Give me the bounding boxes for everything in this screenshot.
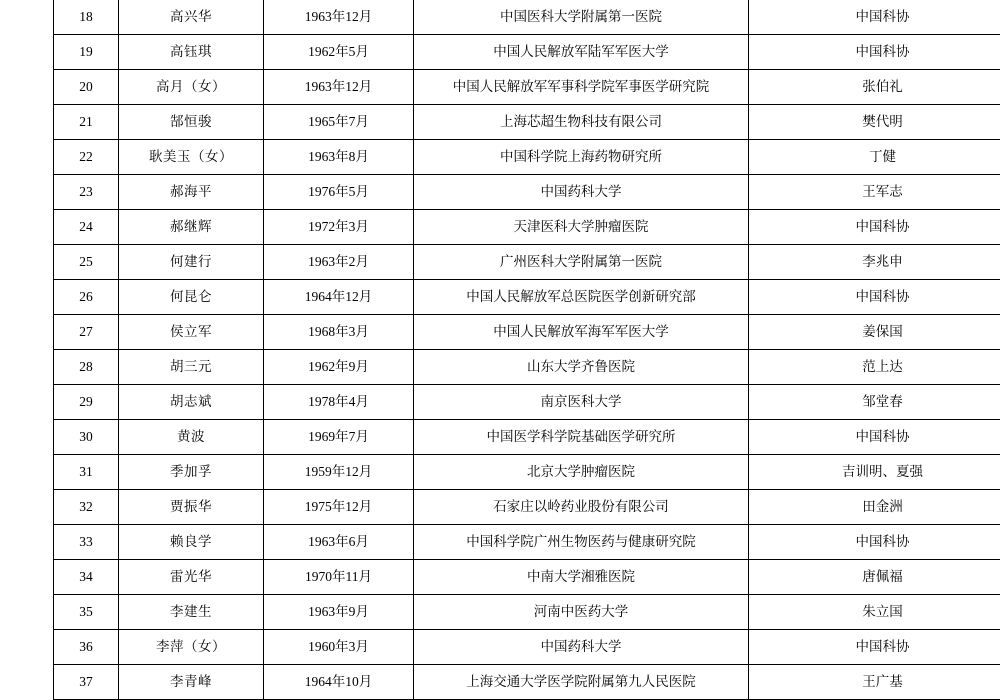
row-birth: 1962年9月: [264, 350, 414, 385]
row-org: 上海交通大学医学院附属第九人民医院: [414, 665, 749, 700]
row-birth: 1963年9月: [264, 595, 414, 630]
row-org: 中国药科大学: [414, 630, 749, 665]
row-name: 李萍（女）: [119, 630, 264, 665]
table-row: [54, 245, 1000, 280]
table-row: [54, 105, 1000, 140]
row-org: 石家庄以岭药业股份有限公司: [414, 490, 749, 525]
row-index: 31: [54, 455, 119, 490]
row-birth: 1970年11月: [264, 560, 414, 595]
row-index: 36: [54, 630, 119, 665]
row-nominator: 邹堂春: [749, 385, 1000, 420]
row-index: 19: [54, 35, 119, 70]
table-row: [54, 420, 1000, 455]
row-birth: 1963年12月: [264, 0, 414, 35]
row-nominator: 中国科协: [749, 35, 1000, 70]
row-org: 天津医科大学肿瘤医院: [414, 210, 749, 245]
table-row: [54, 665, 1000, 700]
row-index: 32: [54, 490, 119, 525]
row-nominator: 王军志: [749, 175, 1000, 210]
row-name: 胡志斌: [119, 385, 264, 420]
row-name: 高兴华: [119, 0, 264, 35]
row-nominator: 吉训明、夏强: [749, 455, 1000, 490]
row-nominator: 田金洲: [749, 490, 1000, 525]
table-row: [54, 175, 1000, 210]
row-org: 北京大学肿瘤医院: [414, 455, 749, 490]
row-org: 中国科学院广州生物医药与健康研究院: [414, 525, 749, 560]
candidate-table: [53, 0, 1000, 700]
row-index: 18: [54, 0, 119, 35]
row-birth: 1963年8月: [264, 140, 414, 175]
row-birth: 1965年7月: [264, 105, 414, 140]
row-org: 河南中医药大学: [414, 595, 749, 630]
row-name: 耿美玉（女）: [119, 140, 264, 175]
row-nominator: 中国科协: [749, 525, 1000, 560]
row-birth: 1963年12月: [264, 70, 414, 105]
row-birth: 1968年3月: [264, 315, 414, 350]
table-row: [54, 0, 1000, 35]
row-birth: 1964年12月: [264, 280, 414, 315]
row-nominator: 姜保国: [749, 315, 1000, 350]
row-name: 高月（女）: [119, 70, 264, 105]
row-org: 南京医科大学: [414, 385, 749, 420]
table-row: [54, 35, 1000, 70]
row-org: 中国医科大学附属第一医院: [414, 0, 749, 35]
row-index: 24: [54, 210, 119, 245]
row-nominator: 唐佩福: [749, 560, 1000, 595]
table-row: [54, 70, 1000, 105]
row-birth: 1978年4月: [264, 385, 414, 420]
row-name: 何建行: [119, 245, 264, 280]
row-index: 30: [54, 420, 119, 455]
table-row: [54, 525, 1000, 560]
row-name: 李建生: [119, 595, 264, 630]
row-index: 26: [54, 280, 119, 315]
row-birth: 1962年5月: [264, 35, 414, 70]
row-nominator: 王广基: [749, 665, 1000, 700]
row-index: 20: [54, 70, 119, 105]
row-name: 季加孚: [119, 455, 264, 490]
row-name: 雷光华: [119, 560, 264, 595]
row-birth: 1975年12月: [264, 490, 414, 525]
row-index: 23: [54, 175, 119, 210]
row-org: 中国药科大学: [414, 175, 749, 210]
row-index: 37: [54, 665, 119, 700]
row-index: 25: [54, 245, 119, 280]
row-org: 广州医科大学附属第一医院: [414, 245, 749, 280]
row-nominator: 中国科协: [749, 280, 1000, 315]
table-row: [54, 140, 1000, 175]
row-name: 李青峰: [119, 665, 264, 700]
row-index: 35: [54, 595, 119, 630]
table-row: [54, 455, 1000, 490]
row-org: 中国医学科学院基础医学研究所: [414, 420, 749, 455]
row-birth: 1969年7月: [264, 420, 414, 455]
row-name: 高钰琪: [119, 35, 264, 70]
row-nominator: 中国科协: [749, 0, 1000, 35]
row-org: 中国人民解放军海军军医大学: [414, 315, 749, 350]
table-row: [54, 315, 1000, 350]
row-name: 郜恒骏: [119, 105, 264, 140]
row-birth: 1972年3月: [264, 210, 414, 245]
row-name: 胡三元: [119, 350, 264, 385]
row-org: 中国人民解放军陆军军医大学: [414, 35, 749, 70]
row-org: 上海芯超生物科技有限公司: [414, 105, 749, 140]
row-index: 27: [54, 315, 119, 350]
row-name: 何昆仑: [119, 280, 264, 315]
row-name: 黄波: [119, 420, 264, 455]
row-index: 34: [54, 560, 119, 595]
row-nominator: 范上达: [749, 350, 1000, 385]
row-nominator: 中国科协: [749, 630, 1000, 665]
row-nominator: 中国科协: [749, 210, 1000, 245]
row-nominator: 张伯礼: [749, 70, 1000, 105]
table-row: [54, 280, 1000, 315]
table-row: [54, 630, 1000, 665]
table-row: [54, 560, 1000, 595]
row-index: 28: [54, 350, 119, 385]
row-nominator: 中国科协: [749, 420, 1000, 455]
row-birth: 1963年2月: [264, 245, 414, 280]
row-name: 郝继辉: [119, 210, 264, 245]
table-row: [54, 385, 1000, 420]
table-row: [54, 350, 1000, 385]
row-index: 29: [54, 385, 119, 420]
row-nominator: 李兆申: [749, 245, 1000, 280]
table-row: [54, 595, 1000, 630]
row-index: 33: [54, 525, 119, 560]
row-nominator: 樊代明: [749, 105, 1000, 140]
row-org: 山东大学齐鲁医院: [414, 350, 749, 385]
row-name: 贾振华: [119, 490, 264, 525]
row-org: 中南大学湘雅医院: [414, 560, 749, 595]
table-row: [54, 490, 1000, 525]
row-name: 侯立军: [119, 315, 264, 350]
row-org: 中国人民解放军总医院医学创新研究部: [414, 280, 749, 315]
row-index: 22: [54, 140, 119, 175]
row-name: 郝海平: [119, 175, 264, 210]
row-org: 中国科学院上海药物研究所: [414, 140, 749, 175]
row-birth: 1964年10月: [264, 665, 414, 700]
row-birth: 1960年3月: [264, 630, 414, 665]
row-name: 赖良学: [119, 525, 264, 560]
row-index: 21: [54, 105, 119, 140]
row-org: 中国人民解放军军事科学院军事医学研究院: [414, 70, 749, 105]
table-row: [54, 210, 1000, 245]
table-body: [54, 0, 1000, 700]
row-nominator: 朱立国: [749, 595, 1000, 630]
row-nominator: 丁健: [749, 140, 1000, 175]
row-birth: 1963年6月: [264, 525, 414, 560]
row-birth: 1959年12月: [264, 455, 414, 490]
row-birth: 1976年5月: [264, 175, 414, 210]
